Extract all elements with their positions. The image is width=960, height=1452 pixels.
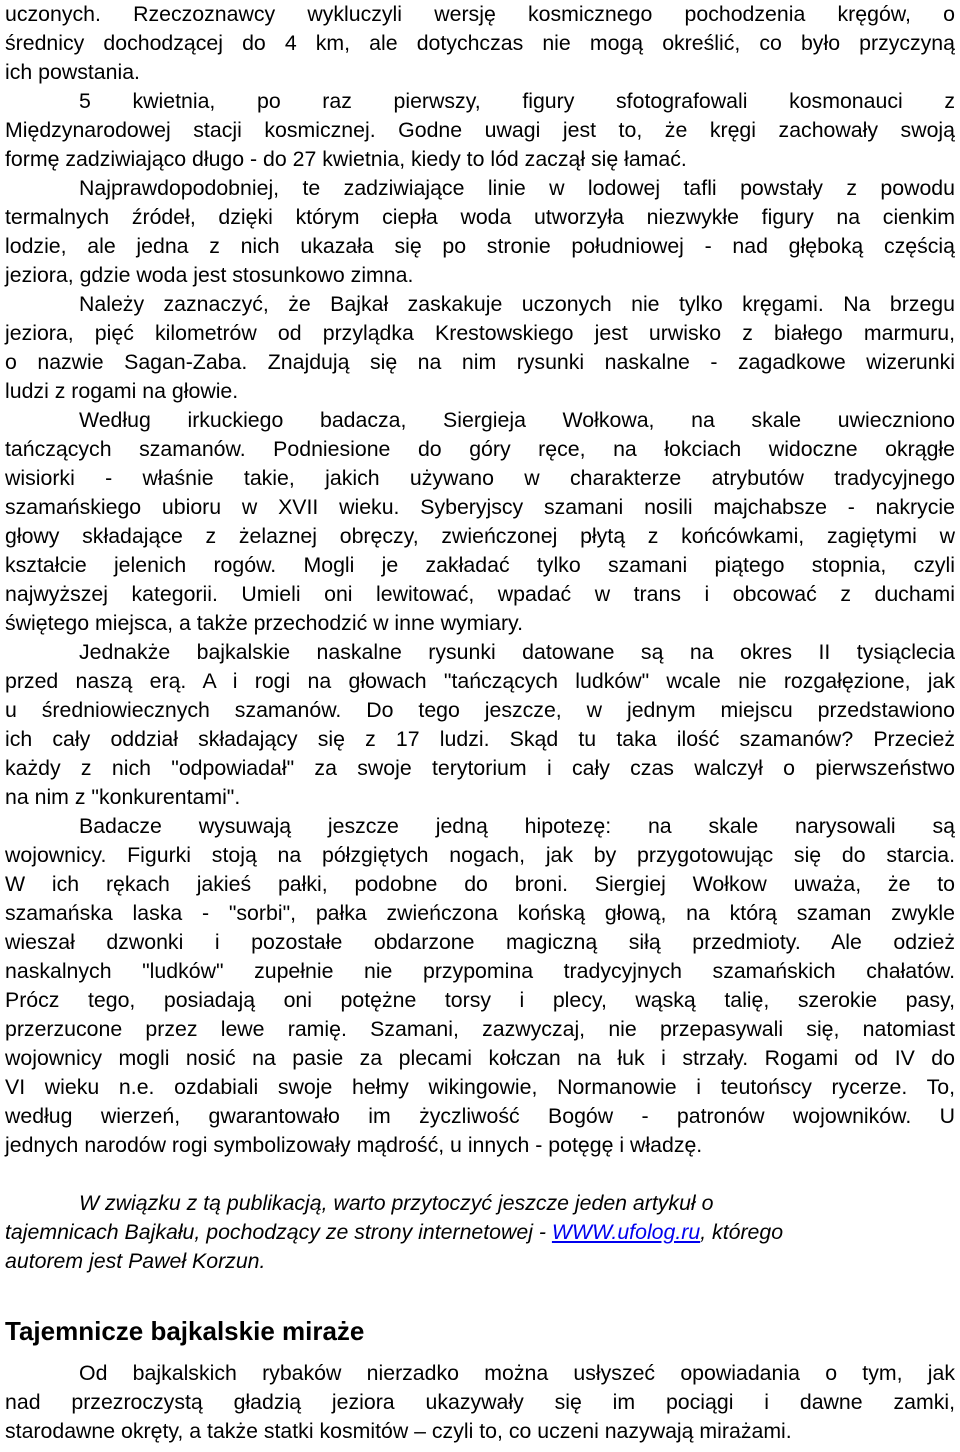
text-line: jednych narodów rogi symbolizowały mądrość, u innych - potęgę i władzę.: [5, 1133, 703, 1157]
text-line: Prócz tego, posiadają oni potężne torsy i plecy, wąską talię, szerokie pasy,: [5, 988, 955, 1012]
text-line: Najprawdopodobniej, te zadziwiające linie w lodowej tafli powstały z powodu: [79, 176, 955, 200]
text-line: przed naszą erą. A i rogi na głowach "tańczących ludków" wcale nie rozgałęzione, jak: [5, 669, 955, 693]
spacer: [5, 1276, 955, 1297]
text-line: W ich rękach jakieś pałki, podobne do broni. Siergiej Wołkow uważa, że to: [5, 872, 955, 896]
text-line: Według irkuckiego badacza, Siergieja Wołkowa, na skale uwieczniono: [79, 408, 955, 432]
text-line: wojownicy mogli nosić na pasie za plecami kołczan na łuk i strzały. Rogami od IV do: [5, 1046, 955, 1070]
spacer: [5, 1351, 955, 1359]
paragraph: [5, 174, 955, 290]
text-line: kształcie jelenich rogów. Mogli je zakładać tylko szamani piątego stopnia, czyli: [5, 553, 955, 577]
text-line: wojownicy. Figurki stoją na półzgiętych nogach, jak by przygotowując się do starcia.: [5, 843, 955, 867]
text-line: wieszał dzwonki i pozostałe obdarzone magiczną siłą przedmioty. Ale odzież: [5, 930, 955, 954]
text-line: szamańskiego ubioru w XVII wieku. Syberyjscy szamani nosili majchabsze - nakrycie: [5, 495, 955, 519]
note-text: tajemnicach Bajkału, pochodzący ze strony internetowej -: [5, 1220, 552, 1244]
text-line: najwyższej kategorii. Umieli oni lewitować, wpadać w trans i obcować z duchami: [5, 582, 955, 606]
text-line: ich cały oddział składający się z 17 ludzi. Skąd tu taka ilość szamanów? Przecież: [5, 727, 955, 751]
text-line: o nazwie Sagan-Zaba. Znajdują się na nim rysunki naskalne - zagadkowe wizerunki: [5, 350, 955, 374]
text-line: VI wieku n.e. ozdabiali swoje hełmy wikingowie, Normanowie i teutońscy rycerze. To,: [5, 1075, 955, 1099]
text-line: szamańska laska - "sorbi", pałka zwieńczona końską głową, na którą szaman zwykle: [5, 901, 955, 925]
text-line: nad przezroczystą gładzią jeziora ukazywały się im pociągi i dawne zamki,: [5, 1390, 955, 1414]
text-line: [5, 1218, 955, 1247]
paragraph: [5, 638, 955, 812]
text-line: głowy składające z żelaznej obręczy, zwieńczonej płytą z końcówkami, zagiętymi w: [5, 524, 955, 548]
text-line: na nim z "konkurentami".: [5, 785, 241, 809]
text-line: u średniowiecznych szamanów. Do tego jeszcze, w jednym miejscu przedstawiono: [5, 698, 955, 722]
text-line: W związku z tą publikacją, warto przytoczyć jeszcze jeden artykuł o: [79, 1191, 714, 1215]
text-line: jeziora, pięć kilometrów od przylądka Krestowskiego jest urwisko z białego marmuru,: [5, 321, 955, 345]
text-line: każdy z nich "odpowiadał" za swoje terytorium i cały czas walczył o pierwszeństwo: [5, 756, 955, 780]
text-line: świętego miejsca, a także przechodzić w inne wymiary.: [5, 611, 524, 635]
text-line: Od bajkalskich rybaków nierzadko można usłyszeć opowiadania o tym, jak: [79, 1361, 955, 1385]
text-line: lodzie, ale jedna z nich ukazała się po stronie południowej - nad głęboką częścią: [5, 234, 955, 258]
text-line: Międzynarodowej stacji kosmicznej. Godne uwagi jest to, że kręgi zachowały swoją: [5, 118, 955, 142]
paragraph: [5, 1359, 955, 1446]
paragraph: [5, 812, 955, 1160]
text-line: uczonych. Rzeczoznawcy wykluczyli wersję kosmicznego pochodzenia kręgów, o: [5, 2, 955, 26]
text-line: Jednakże bajkalskie naskalne rysunki datowane są na okres II tysiąclecia: [79, 640, 955, 664]
text-line: według wierzeń, gwarantowało im życzliwość Bogów - patronów wojowników. U: [5, 1104, 955, 1128]
paragraph: [5, 87, 955, 174]
source-link[interactable]: WWW.ufolog.ru: [551, 1220, 701, 1244]
text-line: jeziora, gdzie woda jest stosunkowo zimna.: [5, 263, 414, 287]
spacer: [5, 1160, 955, 1189]
text-line: termalnych źródeł, dzięki którym ciepła woda utworzyła niezwykłe figury na cienkim: [5, 205, 955, 229]
section-heading: Tajemnicze bajkalskie miraże: [5, 1316, 365, 1346]
text-line: starodawne okręty, a także statki kosmitów – czyli to, co uczeni nazywają mirażami.: [5, 1419, 792, 1443]
text-line: tańczących szamanów. Podniesione do góry ręce, na łokciach widoczne okrągłe: [5, 437, 955, 461]
document-page: [5, 0, 955, 1446]
note-text: , którego: [700, 1220, 784, 1244]
text-line: Należy zaznaczyć, że Bajkał zaskakuje uczonych nie tylko kręgami. Na brzegu: [79, 292, 955, 316]
paragraph: [5, 290, 955, 406]
text-line: ludzi z rogami na głowie.: [5, 379, 239, 403]
paragraph: [5, 406, 955, 638]
source-note: [5, 1189, 955, 1276]
text-line: Badacze wysuwają jeszcze jedną hipotezę: na skale narysowali są: [79, 814, 955, 838]
text-line: formę zadziwiająco długo - do 27 kwietnia, kiedy to lód zaczął się łamać.: [5, 147, 687, 171]
text-line: średnicy dochodzącej do 4 km, ale dotychczas nie mogą określić, co było przyczyną: [5, 31, 955, 55]
text-line: ich powstania.: [5, 60, 140, 84]
text-line: autorem jest Paweł Korzun.: [5, 1249, 266, 1273]
text-line: naskalnych "ludków" zupełnie nie przypomina tradycyjnych szamańskich chałatów.: [5, 959, 955, 983]
paragraph: [5, 0, 955, 87]
text-line: 5 kwietnia, po raz pierwszy, figury sfotografowali kosmonauci z: [79, 89, 955, 113]
text-line: przerzucone przez lewe ramię. Szamani, zazwyczaj, nie przepasywali się, natomiast: [5, 1017, 955, 1041]
text-line: wisiorki - właśnie takie, jakich używano w charakterze atrybutów tradycyjnego: [5, 466, 955, 490]
